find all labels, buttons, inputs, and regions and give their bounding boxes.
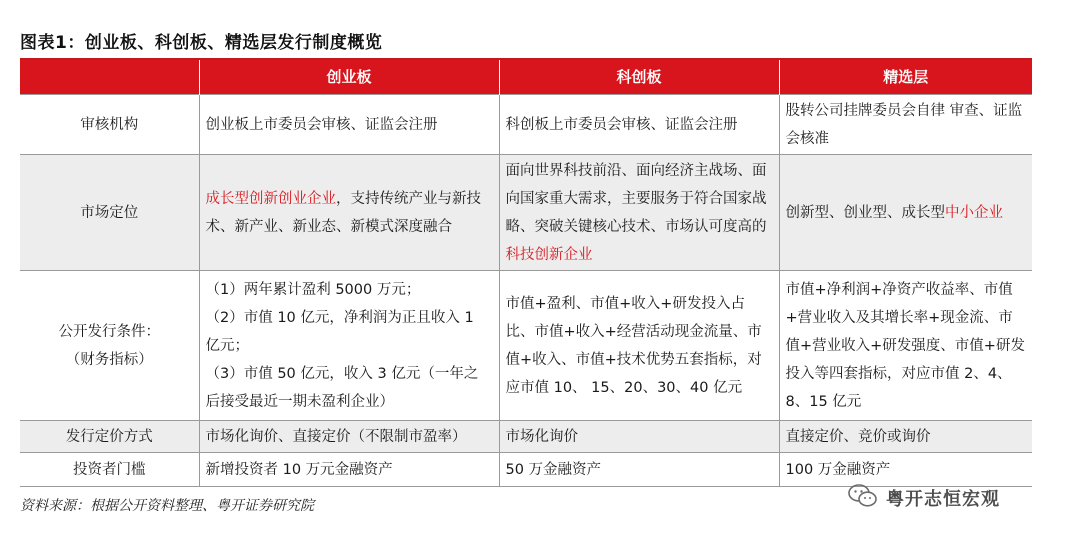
cell-pricing-kechuang: 市场化询价	[499, 421, 779, 453]
header-blank	[20, 60, 199, 95]
row-threshold	[20, 453, 1032, 487]
cell-conditions-jingxuan: 市值+净利润+净资产收益率、市值+营业收入及其增长率+现金流、市值+营业收入+研发强度、市值+研发投入等四套指标，对应市值 2、4、8、15 亿元	[779, 271, 1032, 421]
cell-threshold-kechuang: 50 万金融资产	[499, 453, 779, 487]
cell-position-chuangye	[199, 155, 499, 271]
cell-review-chuangye: 创业板上市委员会审核、证监会注册	[199, 95, 499, 155]
row-position	[20, 155, 1032, 271]
highlight-text: 中小企业	[945, 204, 1003, 221]
highlight-text: 科技创新企业	[505, 246, 593, 263]
header-kechuang: 科创板	[499, 60, 779, 95]
cell-conditions-kechuang: 市值+盈利、市值+收入+研发投入占比、市值+收入+经营活动现金流量、市值+收入、市值+技术优势五套指标，对应市值 10、 15、20、30、40 亿元	[499, 271, 779, 421]
source-note: 资料来源：根据公开资料整理、粤开证券研究院	[20, 498, 314, 514]
position-text: 面向世界科技前沿、面向经济主战场、面向国家重大需求，主要服务于符合国家战略、突破关键核心技术、市场认可度高的	[505, 162, 767, 235]
row-label-conditions	[20, 271, 199, 421]
row-label-position: 市场定位	[20, 155, 199, 271]
row-conditions	[20, 271, 1032, 421]
row-label-pricing: 发行定价方式	[20, 421, 199, 453]
header-jingxuan: 精选层	[779, 60, 1032, 95]
position-text: ，支持传统产业与新技术、新产业、新业态、新模式深度融合	[205, 190, 481, 235]
watermark	[848, 483, 1000, 513]
cell-review-jingxuan: 股转公司挂牌委员会自律 审查、证监会核准	[779, 95, 1032, 155]
condition-item: （2）市值 10 亿元，净利润为正且收入 1 亿元；	[205, 309, 474, 354]
figure-title: 图表1：创业板、科创板、精选层发行制度概览	[20, 33, 383, 53]
cell-position-kechuang	[499, 155, 779, 271]
wechat-icon	[848, 483, 878, 513]
header-row	[20, 60, 1032, 95]
cell-pricing-jingxuan: 直接定价、竞价或询价	[779, 421, 1032, 453]
condition-item: （1）两年累计盈利 5000 万元；	[205, 281, 421, 298]
cell-review-kechuang: 科创板上市委员会审核、证监会注册	[499, 95, 779, 155]
row-label-threshold: 投资者门槛	[20, 453, 199, 487]
watermark-text: 粤开志恒宏观	[886, 489, 1000, 510]
conditions-label-line1: 公开发行条件：	[58, 323, 160, 340]
cell-threshold-chuangye: 新增投资者 10 万元金融资产	[199, 453, 499, 487]
position-text: 创新型、创业型、成长型	[785, 204, 945, 221]
cell-pricing-chuangye: 市场化询价、直接定价（不限制市盈率）	[199, 421, 499, 453]
comparison-table	[20, 60, 1032, 487]
cell-threshold-jingxuan: 100 万金融资产	[779, 453, 1032, 487]
conditions-label-line2: （财务指标）	[65, 351, 153, 368]
row-label-review: 审核机构	[20, 95, 199, 155]
row-review	[20, 95, 1032, 155]
condition-item: （3）市值 50 亿元，收入 3 亿元（一年之后接受最近一期未盈利企业）	[205, 365, 479, 410]
header-chuangye: 创业板	[199, 60, 499, 95]
cell-conditions-chuangye	[199, 271, 499, 421]
highlight-text: 成长型创新创业企业	[205, 190, 336, 207]
cell-position-jingxuan	[779, 155, 1032, 271]
row-pricing	[20, 421, 1032, 453]
